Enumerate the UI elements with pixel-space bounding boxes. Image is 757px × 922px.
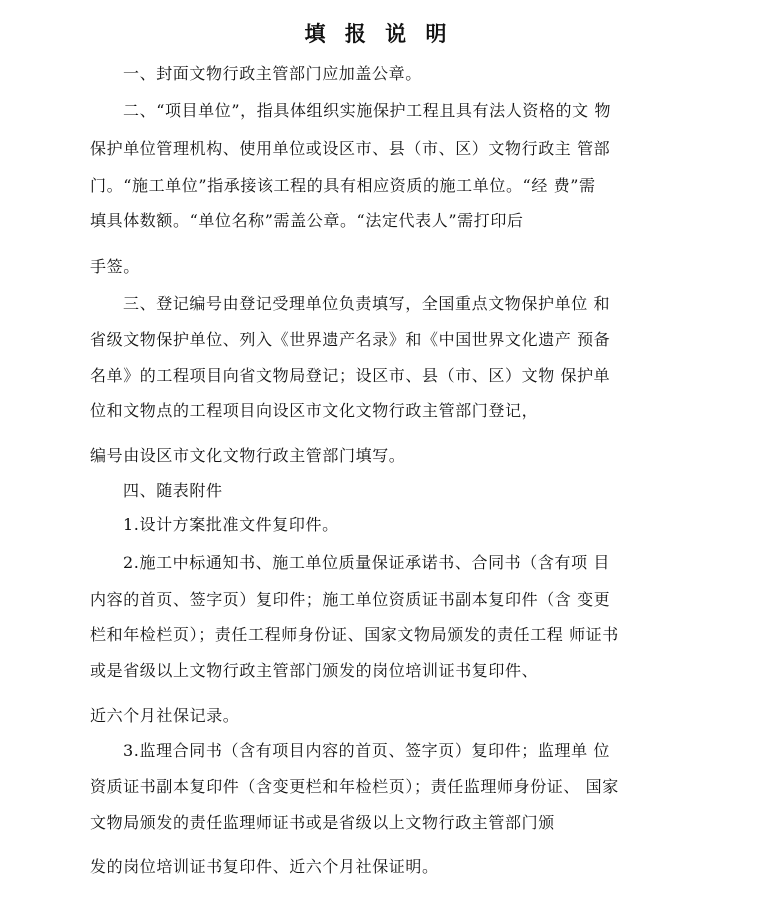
attachment-2-line-4: 或是省级以上文物行政主管部门颁发的岗位培训证书复印件、 (90, 661, 539, 680)
attachment-2-line-5: 近六个月社保记录。 (90, 706, 240, 725)
para-2-line-5: 手签。 (90, 257, 140, 276)
para-2-line-2: 保护单位管理机构、使用单位或设区市、县（市、区）文物行政主 管部 (90, 139, 611, 158)
para-2-line-3: 门。“施工单位”指承接该工程的具有相应资质的施工单位。“经 费”需 (90, 176, 596, 195)
attachment-3-line-3: 文物局颁发的责任监理师证书或是省级以上文物行政主管部门颁 (90, 813, 555, 832)
attachment-3-line-1: 3.监理合同书（含有项目内容的首页、签字页）复印件；监理单 位 (123, 741, 610, 760)
para-2-line-4: 填具体数额。“单位名称”需盖公章。“法定代表人”需打印后 (90, 211, 524, 230)
attachment-1: 1.设计方案批准文件复印件。 (123, 515, 339, 534)
para-3-line-2: 省级文物保护单位、列入《世界遗产名录》和《中国世界文化遗产 预备 (90, 330, 611, 349)
para-3-line-3: 名单》的工程项目向省文物局登记；设区市、县（市、区）文物 保护单 (90, 366, 611, 385)
attachment-2-line-1: 2.施工中标通知书、施工单位质量保证承诺书、合同书（含有项 目 (123, 553, 610, 572)
para-2-line-1: 二、“项目单位”，指具体组织实施保护工程且具有法人资格的文 物 (123, 101, 612, 120)
para-3-line-1: 三、登记编号由登记受理单位负责填写，全国重点文物保护单位 和 (123, 294, 611, 313)
para-4-heading: 四、随表附件 (123, 481, 223, 500)
attachment-3-line-4: 发的岗位培训证书复印件、近六个月社保证明。 (90, 857, 439, 876)
attachment-2-line-3: 栏和年检栏页）；责任工程师身份证、国家文物局颁发的责任工程 师证书 (90, 625, 619, 644)
para-3-line-4: 位和文物点的工程项目向设区市文化文物行政主管部门登记， (90, 401, 539, 420)
attachment-3-line-2: 资质证书副本复印件（含变更栏和年检栏页）；责任监理师身份证、 国家 (90, 777, 619, 796)
para-3-line-5: 编号由设区市文化文物行政主管部门填写。 (90, 446, 406, 465)
page-title: 填 报 说 明 (304, 21, 453, 46)
para-1-line-1: 一、封面文物行政主管部门应加盖公章。 (123, 64, 422, 83)
attachment-2-line-2: 内容的首页、签字页）复印件；施工单位资质证书副本复印件（含 变更 (90, 590, 611, 609)
